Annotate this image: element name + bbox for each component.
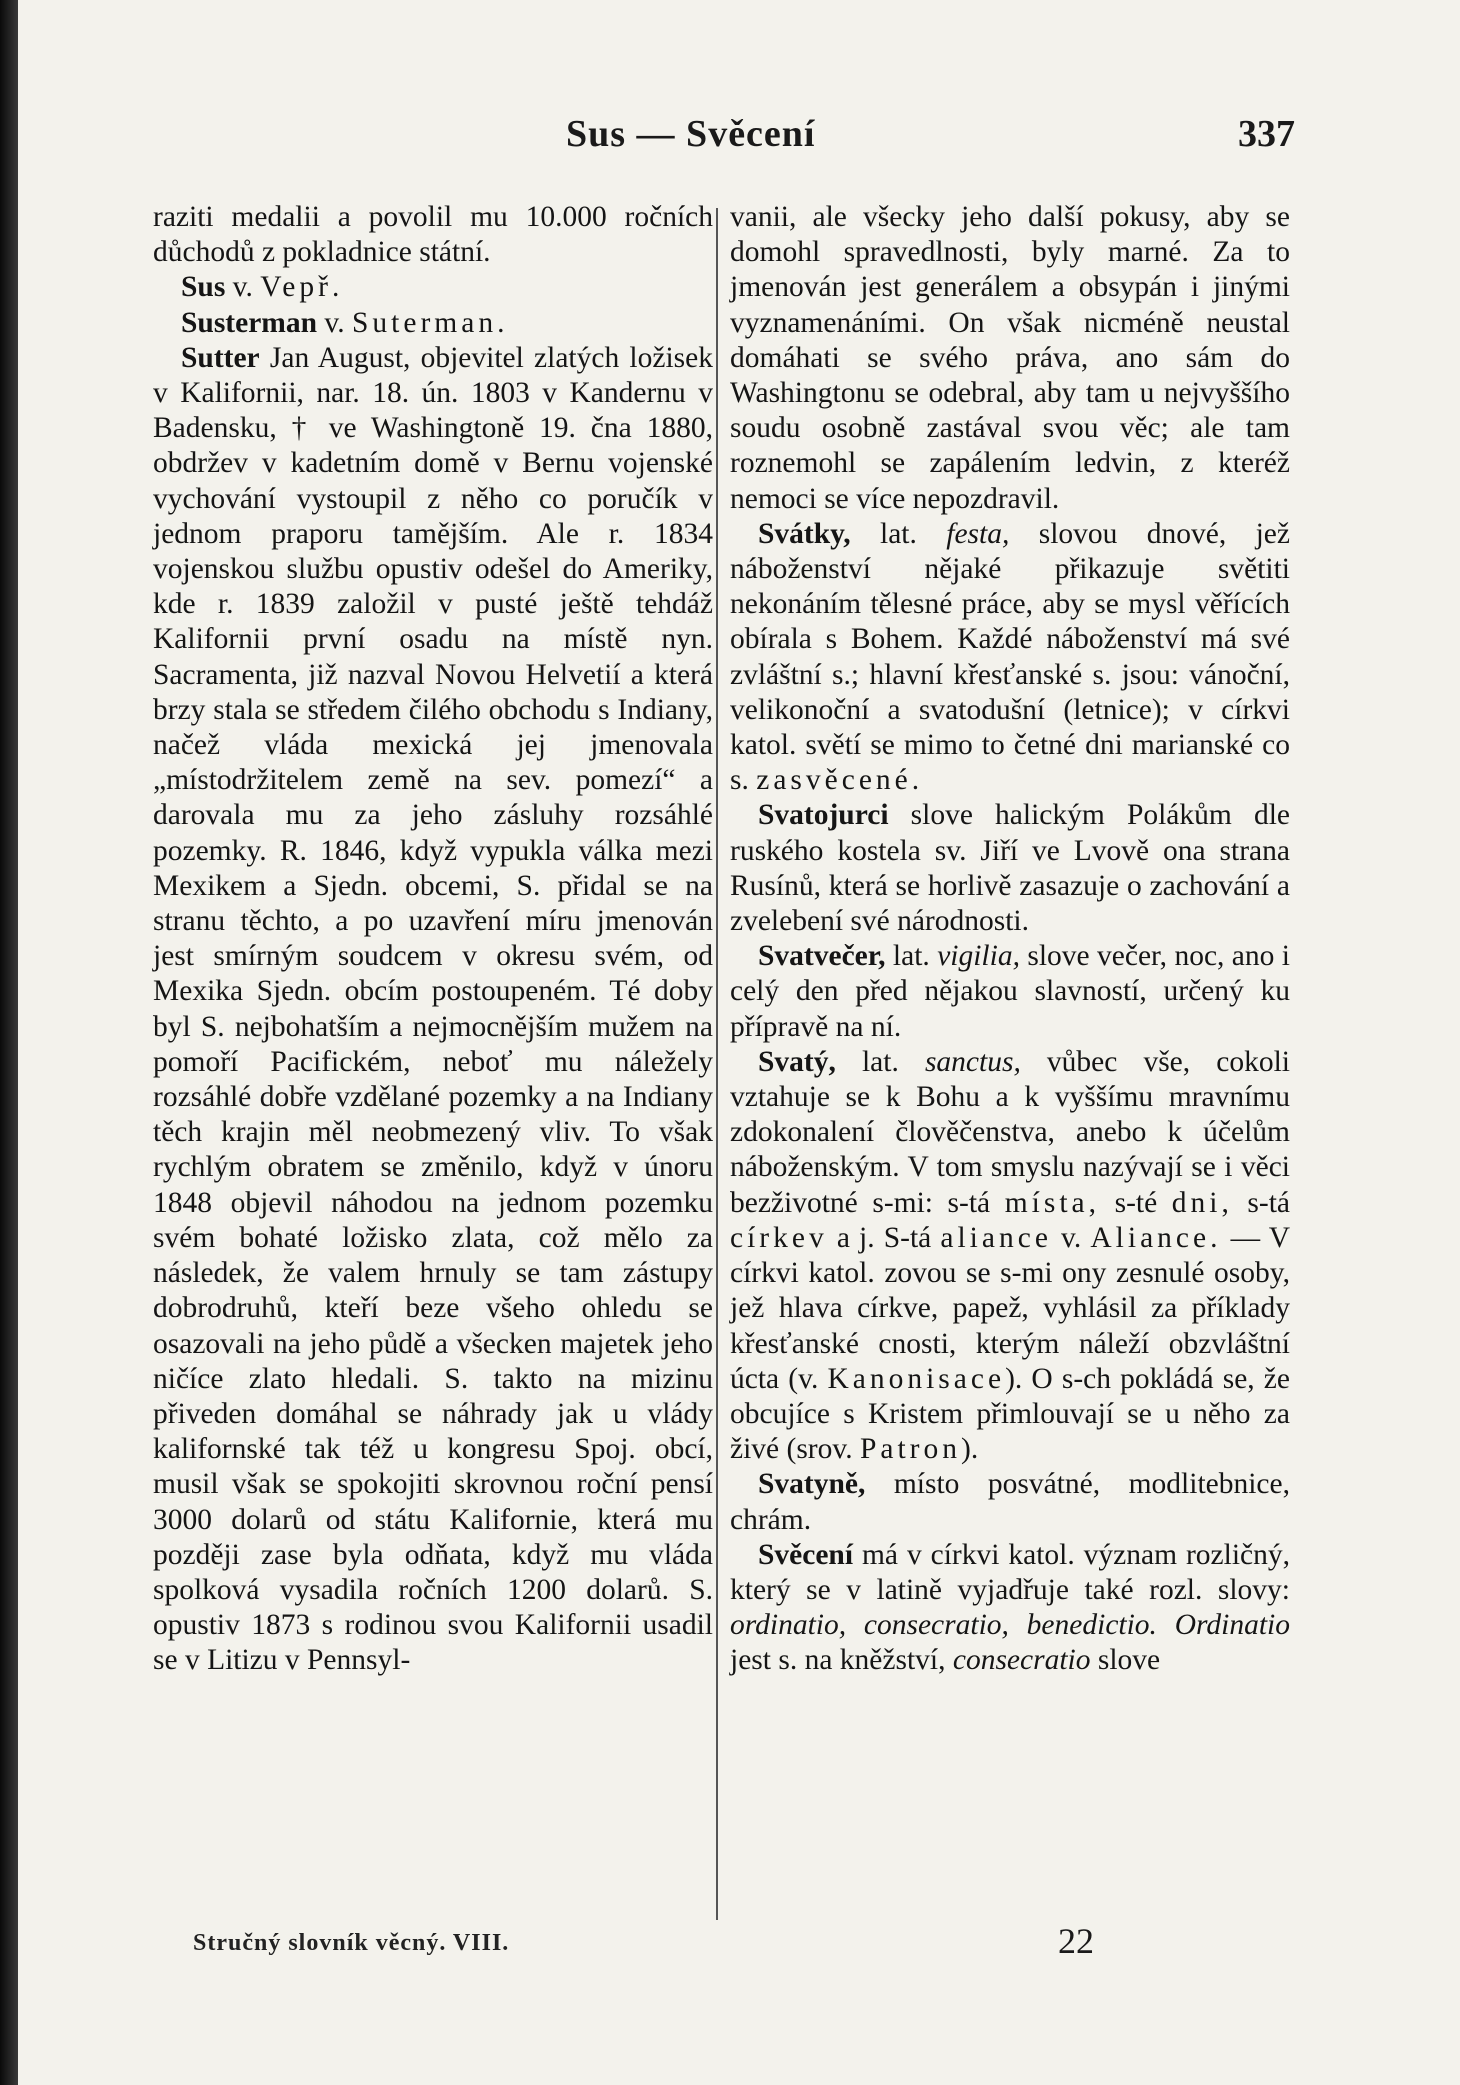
entry-headword: Svatý, (758, 1045, 836, 1078)
entry-headword: Sutter (181, 341, 260, 374)
entry-sus: Sus v. Vepř. (181, 271, 344, 304)
continued-paragraph: raziti medalii a povolil mu 10.000 ročních důchodů z pokladnice státní. (153, 201, 713, 269)
book-page (18, 0, 1460, 2085)
entry-svatvecer: Svatvečer, lat. vigilia, slove večer, noc, ano i celý den před nějakou slavností, určený ku přípravě na ní. (730, 940, 1290, 1043)
column-divider (716, 208, 718, 1920)
right-column (730, 200, 1290, 1679)
entry-headword: Svátky, (758, 517, 851, 550)
continued-paragraph: vanii, ale všecky jeho další pokusy, aby se domohl spravedlnosti, byly marné. Za to jmenován jest generálem a obsypán i jinými vyznamenáními. On však nicméně neustal domáhati se svého práva, ano sám do Washingtonu se odebral, aby tam u nejvyššího soudu osobně zastával svou věc; ale tam roznemohl se zapálením ledvin, z kteréž nemoci se více nepozdravil. (730, 201, 1290, 515)
entry-sveceni: Svěcení má v církvi katol. význam rozličný, který se v latině vyjadřuje také rozl. slovy: ordinatio, consecratio, benedictio. Ordinatio jest s. na kněžství, consecratio slove (730, 1538, 1290, 1677)
entry-svaty: Svatý, lat. sanctus, vůbec vše, cokoli vztahuje se k Bohu a k vyššímu mravnímu zdokonalení člověčenstva, anebo k účelům náboženským. V tom smyslu nazývají se i věci bezživotné s-mi: s-tá místa, s-té dni, s-tá církev a j. S-tá aliance v. Aliance. — V církvi katol. zovou se s-mi ony zesnulé osoby, jež hlava církve, papež, vyhlásil za příklady křesťanské cnosti, kterým náleží obzvláštní úcta (v. Kanonisace). O s-ch pokládá se, že obcujíce s Kristem přimlouvají se u něho za živé (srov. Patron). (730, 1045, 1290, 1466)
scan-edge (0, 0, 18, 2085)
entry-headword: Svatvečer, (758, 940, 886, 973)
entry-text: Jan August, objevitel zlatých ložisek v Kalifornii, nar. 18. ún. 1803 v Kandernu v Badensku, † ve Washingtoně 19. čna 1880, obdržev v kadetním domě v Bernu vojenské vychování vystoupil z něho co poručík v jednom praporu tamějším. Ale r. 1834 vojenskou službu opustiv odešel do Ameriky, kde r. 1839 založil v pusté ještě tehdáž Kalifornii první osadu na místě nyn. Sacramenta, již nazval Novou Helvetií a která brzy stala se středem čilého obchodu s Indiany, načež vláda mexická jej jmenovala „místodržitelem země na sev. pomezí“ a darovala mu za jeho zásluhy rozsáhlé pozemky. R. 1846, když vypukla válka mezi Mexikem a Sjedn. obcemi, S. přidal se na stranu těchto, a po uzavření míru jmenován jest smírným soudcem v okresu svém, od Mexika Sjedn. obcím postoupeném. Té doby byl S. nejbohatším a nejmocnějším mužem na pomoří Pacifickém, neboť mu náležely rozsáhlé dobře vzdělané pozemky a na Indiany těch krajin měl neobmezený vliv. To však rychlým obratem se změnilo, když v únoru 1848 objevil náhodou na jednom pozemku svém bohaté ložisko zlata, což mělo za následek, že valem hrnuly se tam zástupy dobrodruhů, kteří beze všeho ohledu se osazovali na jeho půdě a všecken majetek jeho ničíce zlato hledali. S. takto na mizinu přiveden domáhal se náhrady jak u vlády kalifornské tak též u kongresu Spoj. obcí, musil však se spokojiti skrovnou roční pensí 3000 dolarů od státu Kalifornie, která mu později zase byla odňata, když mu vláda spolková vysadila ročních 1200 dolarů. S. opustiv 1873 s rodinou svou Kalifornii usadil se v Litizu v Pennsyl- (153, 341, 713, 1677)
signature-mark: 22 (1058, 1921, 1094, 1961)
entry-headword: Svěcení (758, 1538, 854, 1571)
entry-svatojurci: Svatojurci slove halickým Polákům dle ruského kostela sv. Jiří ve Lvově ona strana Rusínů, která se horlivě zasazuje o zachování a zvelebení své národnosti. (730, 799, 1290, 938)
footer-note: Stručný slovník věcný. VIII. (193, 1930, 510, 1956)
entry-svatyne: Svatyně, místo posvátné, modlitebnice, chrám. (730, 1468, 1290, 1536)
entry-headword: Sus (181, 271, 226, 304)
page-header (18, 112, 1460, 172)
entry-susterman: Susterman v. Suterman. (181, 306, 509, 339)
left-column (153, 200, 713, 1679)
entry-svatky: Svátky, lat. festa, slovou dnové, jež náboženství nějaké přikazuje světiti nekonáním tělesné práce, aby se mysl věřících obírala s Bohem. Každé náboženství má své zvláštní s.; hlavní křesťanské s. jsou: vánoční, velikonoční a svatodušní (letnice); v církvi katol. světí se mimo to četné dni marianské co s. zasvěcené. (730, 517, 1290, 797)
page-number: 337 (1238, 113, 1295, 155)
running-title: Sus — Svěcení (566, 113, 816, 155)
entry-headword: Svatyně, (758, 1468, 866, 1501)
cross-reference: Vepř. (260, 271, 344, 304)
entry-headword: Svatojurci (758, 799, 889, 832)
entry-headword: Susterman (181, 306, 318, 339)
cross-reference: Suterman. (352, 306, 509, 339)
entry-sutter (153, 341, 713, 1679)
